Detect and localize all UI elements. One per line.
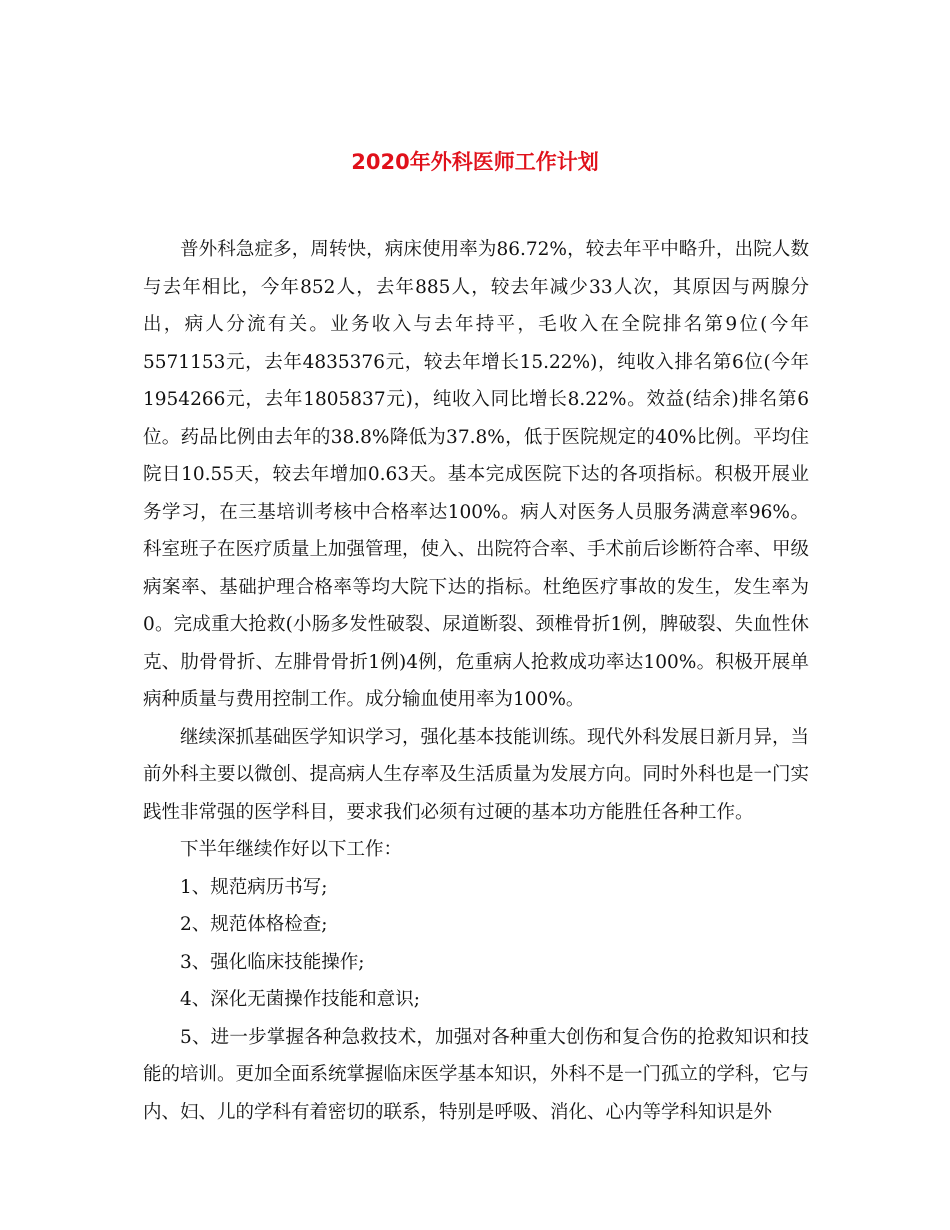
plan-item-2: 2、规范体格检查;: [180, 914, 328, 935]
document-title: 2020年外科医师工作计划: [351, 150, 599, 174]
plan-item-5: 5、进一步掌握各种急救技术，加强对各种重大创伤和复合伤的抢救知识和技能的培训。更加全面系统掌握临床医学基本知识，外科不是一门孤立的学科，它与内、妇、儿的学科有着密切的联系，特别是呼吸、消化、心内等学科知识是外: [143, 1026, 810, 1123]
document-body: [143, 231, 809, 1131]
plan-item-3: 3、强化临床技能操作;: [180, 951, 365, 973]
plan-item-4: 4、深化无菌操作技能和意识;: [180, 989, 421, 1010]
plan-item-1: 1、规范病历书写;: [180, 876, 328, 898]
paragraph-plan-intro: 下半年继续作好以下工作：: [180, 839, 403, 860]
paragraph-training: 继续深抓基础医学知识学习，强化基本技能训练。现代外科发展日新月异，当前外科主要以微创、提高病人生存率及生活质量为发展方向。同时外科也是一门实践性非常强的医学科目，要求我们必须有过硬的基本功方能胜任各种工作。: [143, 726, 810, 823]
paragraph-summary: 普外科急症多，周转快，病床使用率为86.72%，较去年平中略升，出院人数与去年相比，今年852人，去年885人，较去年减少33人次，其原因与两腺分出，病人分流有关。业务收入与去年持平，毛收入在全院排名第9位(今年5571153元，去年4835376元，较去年增长15.22%)，纯收入排名第6位(今年1954266元，去年1805837元)，纯收入同比增长8.22%。效益(结余)排名第6位。药品比例由去年的38.8%降低为37.8%，低于医院规定的40%比例。平均住院日10.55天，较去年增加0.63天。基本完成医院下达的各项指标。积极开展业务学习，在三基培训考核中合格率达100%。病人对医务人员服务满意率96%。科室班子在医疗质量上加强管理，使入、出院符合率、手术前后诊断符合率、甲级病案率、基础护理合格率等均大院下达的指标。杜绝医疗事故的发生，发生率为0。完成重大抢救(小肠多发性破裂、尿道断裂、颈椎骨折1例，脾破裂、失血性休克、肋骨骨折、左腓骨骨折1例)4例，危重病人抢救成功率达100%。积极开展单病种质量与费用控制工作。成分输血使用率为100%。: [143, 239, 810, 710]
